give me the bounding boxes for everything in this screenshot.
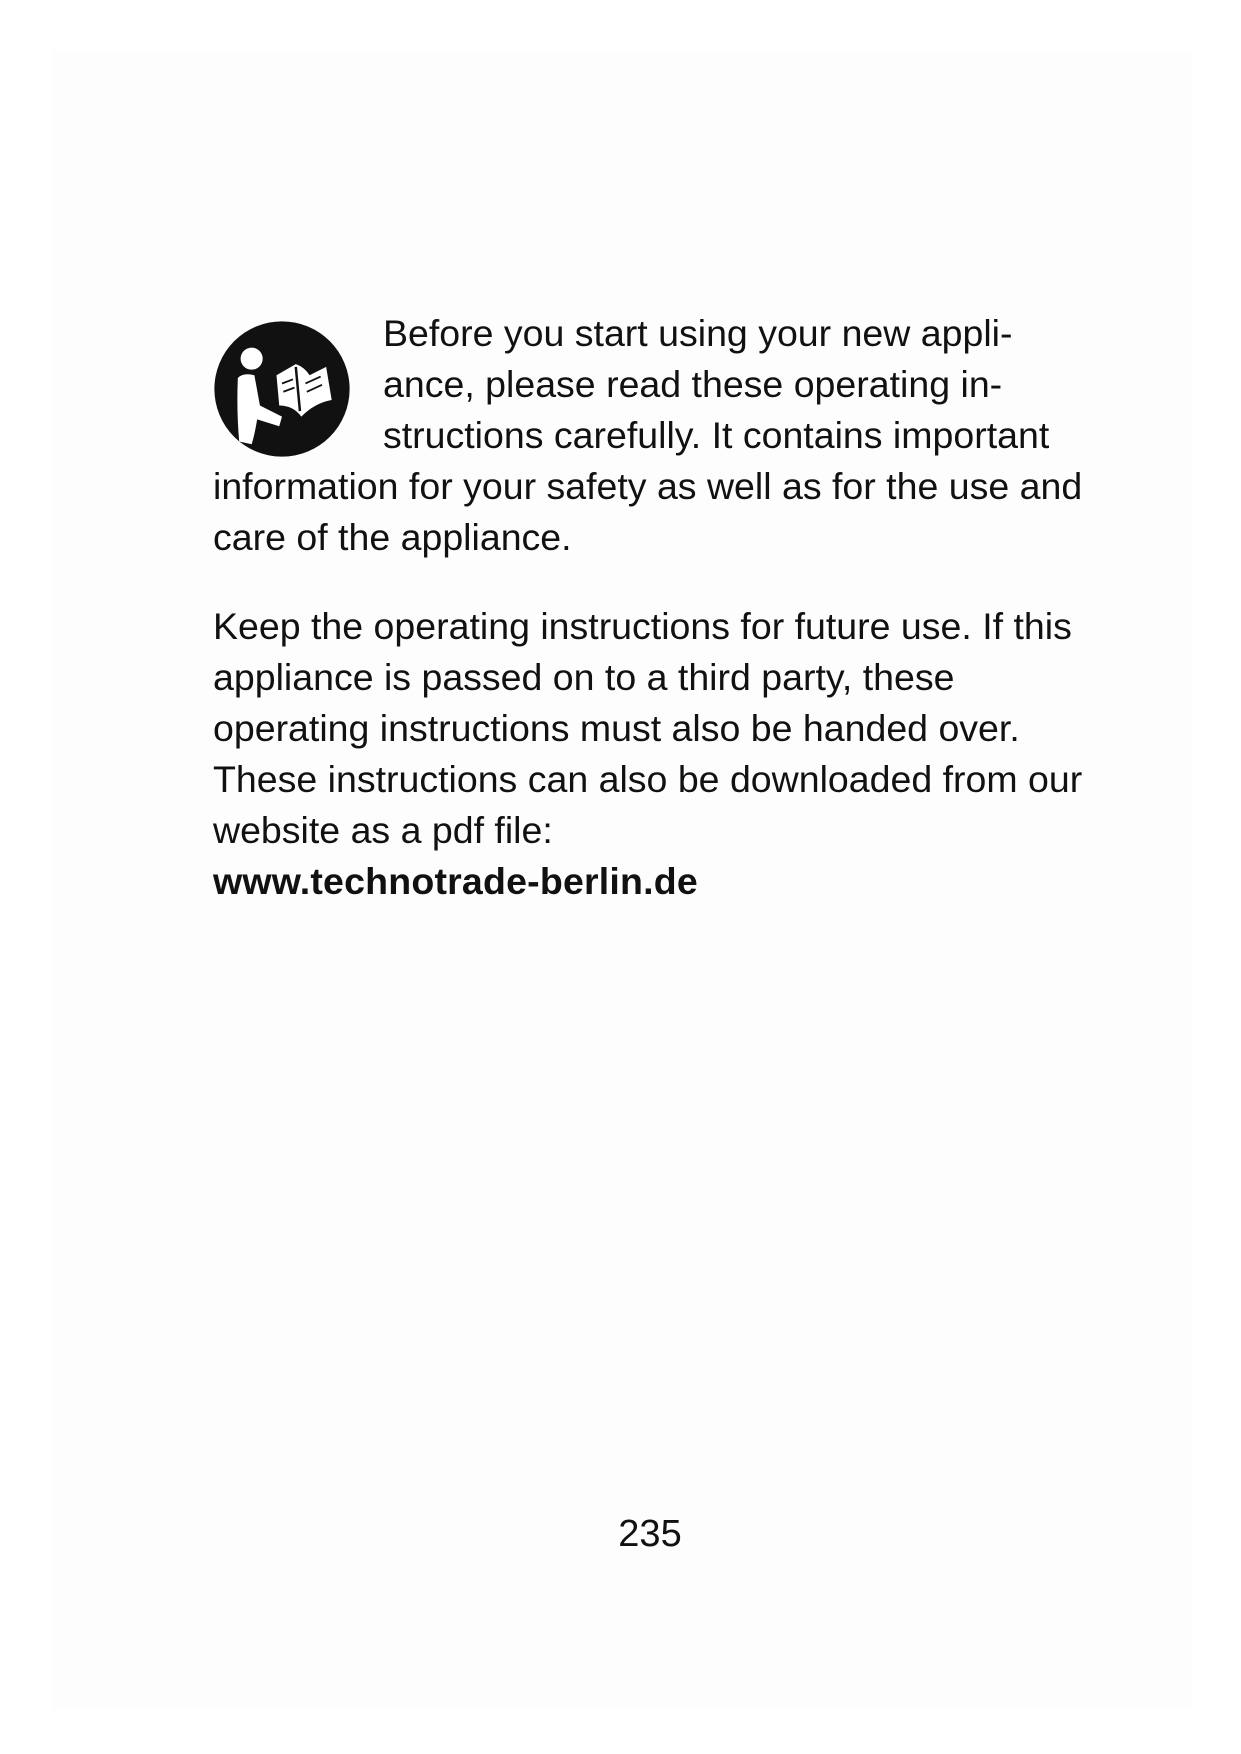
read-manual-icon: [213, 320, 351, 458]
keep-instructions-paragraph: [213, 601, 1093, 907]
keep-instructions-text: Keep the operating instructions for future use. If this appliance is passed on to a third party, these operating instructions must also be handed over. These instructions can also be downloaded from our website as a pdf file:: [213, 605, 1083, 851]
website-link[interactable]: www.technotrade-berlin.de: [213, 860, 698, 902]
main-text-block: [213, 308, 1093, 907]
page-number: 235: [618, 1513, 682, 1555]
intro-paragraph: Before you start using your new appli-ance, please read these operating in-structions carefully. It contains important information for your safety as well as for the use and care of the appliance.: [213, 312, 1083, 558]
